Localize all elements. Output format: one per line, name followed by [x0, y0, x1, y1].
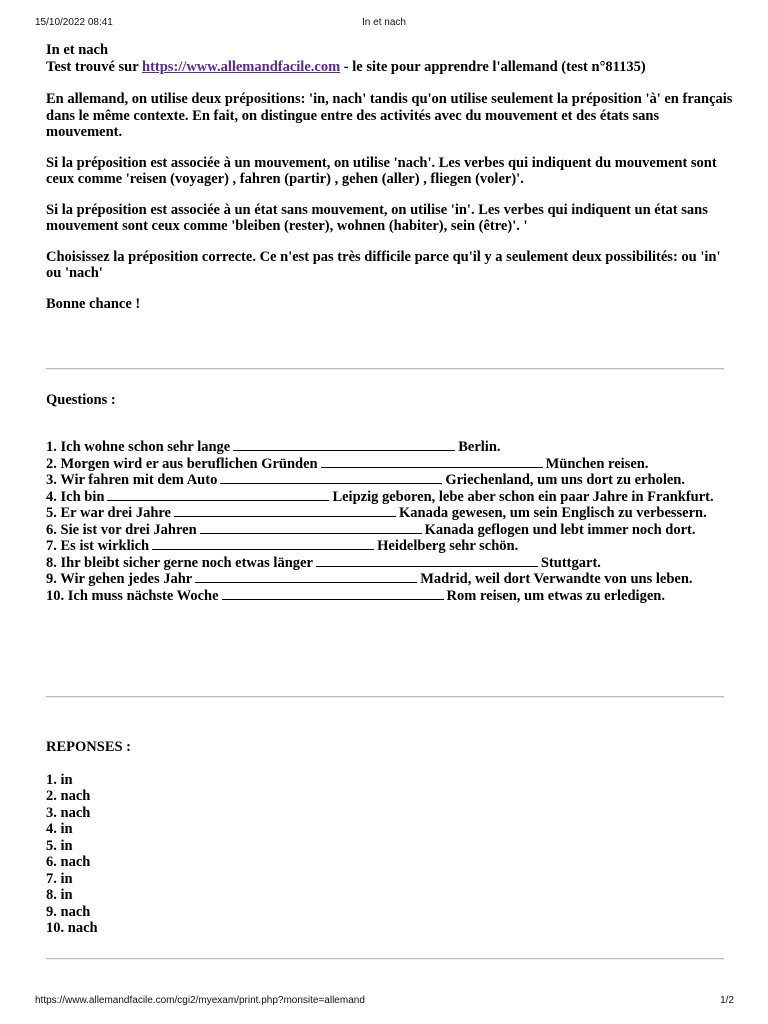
print-date: 15/10/2022 08:41: [35, 17, 113, 28]
intro-paragraph: Choisissez la préposition correcte. Ce n'est pas très difficile parce qu'il y a seulement deux possibilités: ou 'in' ou 'nach': [46, 248, 721, 281]
answer-blank[interactable]: [107, 489, 329, 501]
answer-blank[interactable]: [152, 538, 374, 550]
answer-blank[interactable]: [220, 472, 442, 484]
intro-paragraph: Si la préposition est associée à un mouvement, on utilise 'nach'. Les verbes qui indiquent du mouvement sont ceux comme 'reisen (voyager) , fahren (partir) , gehen (aller) , fliegen (voler)'.: [46, 154, 717, 187]
question-item: 9. Wir gehen jedes Jahr Madrid, weil dort Verwandte von uns leben.: [46, 571, 693, 587]
intro-paragraph: Si la préposition est associée à un état sans mouvement, on utilise 'in'. Les verbes qui indiquent un état sans mouvement sont ceux comme 'bleiben (rester), wohnen (habiter), sein (être)'. ': [46, 201, 708, 234]
questions-heading: Questions :: [46, 391, 116, 408]
answer-item: 7. in: [46, 870, 73, 887]
question-item: 6. Sie ist vor drei Jahren Kanada geflogen und lebt immer noch dort.: [46, 521, 696, 538]
page-number: 1/2: [720, 995, 734, 1006]
question-item: 4. Ich bin Leipzig geboren, lebe aber schon ein paar Jahre in Frankfurt.: [46, 488, 714, 505]
source-suffix: - le site pour apprendre l'allemand (test n°81135): [340, 58, 646, 75]
question-item: 1. Ich wohne schon sehr lange Berlin.: [46, 439, 501, 455]
document-intro: [46, 42, 736, 312]
divider: [46, 696, 724, 698]
answer-blank[interactable]: [222, 588, 444, 600]
answer-blank[interactable]: [321, 456, 543, 468]
answer-item: 9. nach: [46, 903, 91, 920]
answer-item: 8. in: [46, 887, 73, 903]
question-item: 5. Er war drei Jahre Kanada gewesen, um sein Englisch zu verbessern.: [46, 505, 707, 521]
source-prefix: Test trouvé sur: [46, 58, 143, 75]
answer-blank[interactable]: [174, 505, 396, 517]
answer-item: 6. nach: [46, 854, 91, 870]
question-item: 3. Wir fahren mit dem Auto Griechenland, um uns dort zu erholen.: [46, 472, 685, 488]
print-url: https://www.allemandfacile.com/cgi2/myexam/print.php?monsite=allemand: [35, 995, 365, 1006]
question-item: 8. Ihr bleibt sicher gerne noch etwas länger Stuttgart.: [46, 554, 601, 571]
answer-item: 4. in: [46, 821, 73, 837]
print-title: In et nach: [362, 17, 406, 28]
divider: [46, 958, 724, 960]
answer-blank[interactable]: [316, 555, 538, 567]
question-item: 2. Morgen wird er aus beruflichen Gründen München reisen.: [46, 455, 649, 472]
answer-item: 10. nach: [46, 920, 98, 936]
answer-item: 3. nach: [46, 804, 91, 821]
intro-paragraph: Bonne chance !: [46, 295, 141, 312]
answer-blank[interactable]: [200, 522, 422, 534]
answer-item: 2. nach: [46, 788, 91, 804]
source-line: [46, 59, 736, 76]
print-header: [0, 17, 768, 31]
divider: [46, 368, 724, 370]
intro-paragraph: En allemand, on utilise deux prépositions: 'in, nach' tandis qu'on utilise seulement la préposition 'à' en français dans le même contexte. En fait, on distingue entre des activités avec du mouvement et des états sans mouvement.: [46, 91, 733, 140]
answer-blank[interactable]: [233, 439, 455, 451]
question-item: 7. Es ist wirklich Heidelberg sehr schön.: [46, 538, 519, 554]
answer-item: 1. in: [46, 771, 73, 788]
source-link[interactable]: https://www.allemandfacile.com: [142, 58, 341, 75]
answer-item: 5. in: [46, 837, 73, 854]
print-footer: [0, 995, 768, 1009]
answer-blank[interactable]: [195, 571, 417, 583]
questions-section: [46, 377, 736, 604]
doc-title: In et nach: [46, 42, 109, 58]
answers-section: [46, 739, 736, 937]
answers-heading: REPONSES :: [46, 739, 132, 755]
question-item: 10. Ich muss nächste Woche Rom reisen, um etwas zu erledigen.: [46, 587, 665, 604]
